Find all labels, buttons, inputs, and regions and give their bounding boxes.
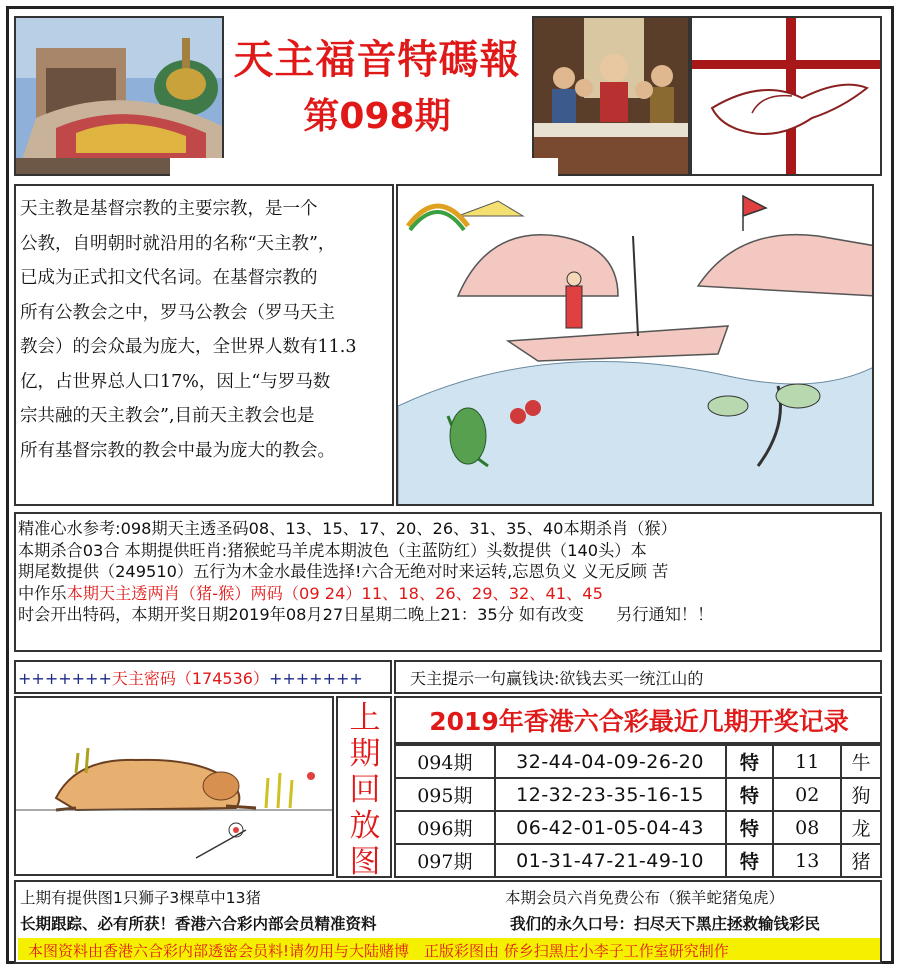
advice-text bbox=[18, 518, 880, 626]
advice-line: 精准心水参考:098期天主透圣码08、13、15、17、20、26、31、35、40本期杀肖（猴） bbox=[18, 519, 677, 538]
newspaper-title: 天主福音特碼報 bbox=[233, 37, 521, 83]
footer-line1-right: 本期会员六肖免费公布（猴羊蛇猪兔虎） bbox=[505, 889, 785, 907]
replay-char: 期 bbox=[349, 736, 381, 772]
intro-line: 公教，自明朝时就沿用的名称“天主教”， bbox=[20, 233, 336, 254]
intro-line: 宗共融的天主教会”,目前天主教会也是 bbox=[20, 406, 315, 426]
special-label-cell: 特 bbox=[726, 811, 774, 844]
advice-line bbox=[18, 583, 880, 605]
period-cell: 094期 bbox=[395, 745, 495, 778]
table-row bbox=[395, 844, 881, 877]
footer-line1-left: 上期有提供图1只狮子3棵草中13猪 bbox=[20, 889, 261, 907]
replay-label bbox=[338, 700, 392, 878]
footer-line2-right: 我们的永久口号：扫尽天下黑庄拯救输钱彩民 bbox=[510, 915, 821, 933]
advice-line: 时会开出特码，本期开奖日期2019年08月27日星期二晚上21：35分 如有改变 另行通知！！ bbox=[18, 605, 714, 624]
replay-char: 放 bbox=[349, 808, 381, 844]
landscape-illustration bbox=[396, 184, 874, 506]
numbers-cell: 01-31-47-21-49-10 bbox=[495, 844, 726, 877]
intro-line: 教会）的会众最为庞大，全世界人数有11.3 bbox=[20, 337, 357, 357]
advice-line-prefix: 中作乐 bbox=[18, 583, 67, 603]
zodiac-cell: 猪 bbox=[841, 844, 881, 877]
replay-char: 上 bbox=[349, 700, 381, 736]
advice-highlight-red: 本期天主透两肖（猪-猴）两码（09 24）11、18、26、29、32、41、45 bbox=[66, 583, 603, 603]
cross-dove-image bbox=[690, 16, 882, 176]
special-label-cell: 特 bbox=[726, 778, 774, 811]
special-label-cell: 特 bbox=[726, 844, 774, 877]
intro-line: 亿，占世界总人口17%，因上“与罗马数 bbox=[20, 371, 331, 392]
zodiac-cell: 牛 bbox=[841, 745, 881, 778]
table-row bbox=[395, 745, 881, 778]
intro-line: 天主教是基督宗教的主要宗教，是一个 bbox=[20, 199, 318, 219]
tip-text: 天主提示一句赢钱诀:欲钱去买一统江山的 bbox=[410, 669, 704, 688]
records-table bbox=[394, 744, 882, 878]
special-number-cell: 08 bbox=[773, 811, 841, 844]
last-supper-image bbox=[532, 16, 690, 176]
period-cell: 095期 bbox=[395, 778, 495, 811]
intro-line: 已成为正式扣文代名词。在基督宗教的 bbox=[20, 268, 318, 288]
secret-code-suffix: +++++++ bbox=[268, 669, 363, 688]
footer-line2-left: 长期跟踪、必有所获！香港六合彩内部会员精准资料 bbox=[20, 915, 377, 933]
table-row bbox=[395, 811, 881, 844]
advice-line: 期尾数提供（249510）五行为木金水最佳选择!六合无绝对时来运转,忘恩负义 义无反顾 苦 bbox=[18, 562, 669, 581]
lion-illustration bbox=[14, 696, 334, 876]
replay-char: 图 bbox=[349, 844, 381, 880]
special-number-cell: 11 bbox=[773, 745, 841, 778]
period-cell: 097期 bbox=[395, 844, 495, 877]
special-number-cell: 02 bbox=[773, 778, 841, 811]
numbers-cell: 12-32-23-35-16-15 bbox=[495, 778, 726, 811]
cathedral-image bbox=[14, 16, 224, 176]
zodiac-cell: 龙 bbox=[841, 811, 881, 844]
numbers-cell: 32-44-04-09-26-20 bbox=[495, 745, 726, 778]
period-cell: 096期 bbox=[395, 811, 495, 844]
intro-text bbox=[20, 192, 390, 468]
intro-line: 所有公教会之中，罗马公教会（罗马天主 bbox=[20, 302, 335, 323]
replay-char: 回 bbox=[349, 772, 381, 808]
special-number-cell: 13 bbox=[773, 844, 841, 877]
issue-number: 第098期 bbox=[303, 96, 451, 137]
footer-line3: 本图资料由香港六合彩内部透密会员料!请勿用与大陆赌博 正版彩图由 侨乡扫黑庄小李子工作室研究制作 bbox=[28, 942, 729, 960]
advice-line: 本期杀合03合 本期提供旺肖:猪猴蛇马羊虎本期波色（主蓝防红）头数提供（140头）本 bbox=[18, 540, 647, 560]
zodiac-cell: 狗 bbox=[841, 778, 881, 811]
numbers-cell: 06-42-01-05-04-43 bbox=[495, 811, 726, 844]
records-title: 2019年香港六合彩最近几期开奖记录 bbox=[429, 707, 849, 736]
secret-code-label: 天主密码（174536） bbox=[111, 669, 269, 688]
intro-line: 所有基督宗教的教会中最为庞大的教会。 bbox=[20, 440, 335, 461]
secret-code-prefix: +++++++ bbox=[18, 669, 112, 688]
table-row bbox=[395, 778, 881, 811]
secret-code bbox=[18, 666, 363, 689]
special-label-cell: 特 bbox=[726, 745, 774, 778]
